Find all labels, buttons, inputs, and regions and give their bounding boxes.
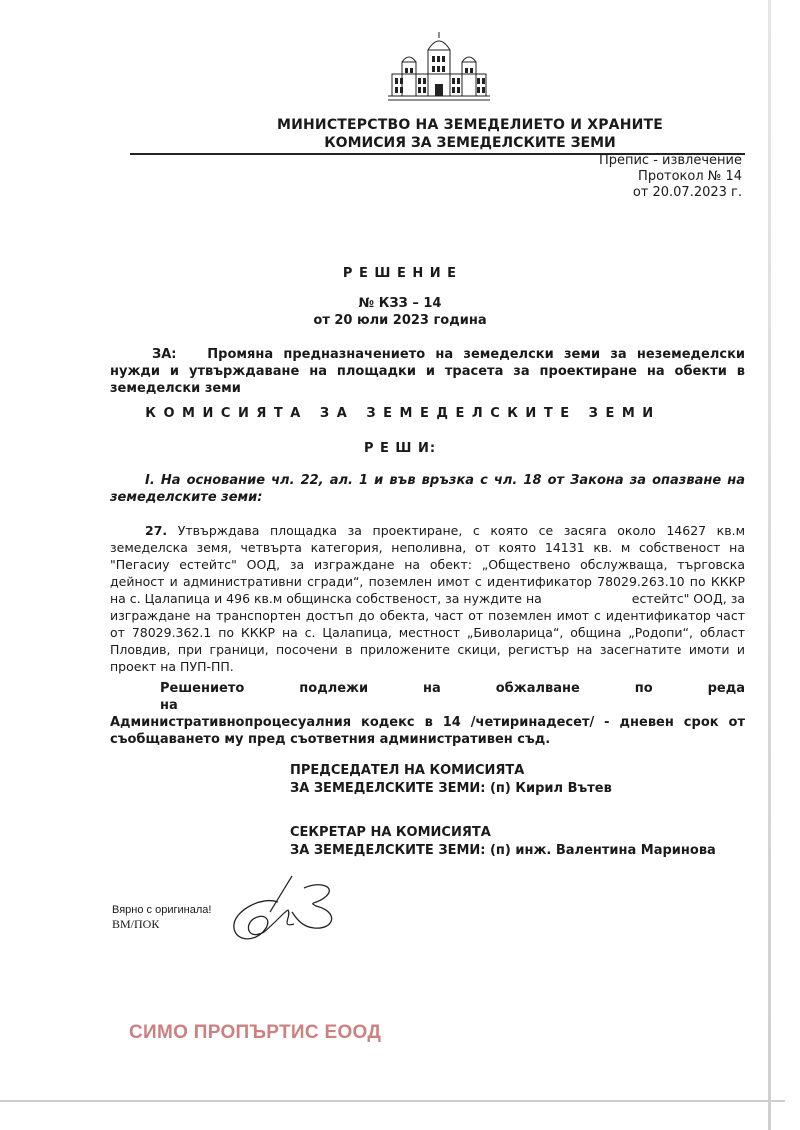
item-line-7: от 78029.362.1 по КККР на с. Цалапица, местност „Биволарица“, община „Родопи“, област [110, 625, 745, 640]
subject-block [110, 346, 745, 397]
handwritten-signature [200, 872, 350, 952]
resolves-heading: Р Е Ш И: [363, 441, 437, 456]
item-line-4: дейност и административни сгради“, поземлен имот с идентификатор 78029.263.10 по КККР [110, 574, 745, 589]
appeal-line-1 [110, 680, 745, 714]
scan-edge-right [768, 0, 771, 1130]
appeal-line-2: Административнопроцесуалния кодекс в 14 /четиринадесет/ - дневен срок от [110, 715, 745, 730]
reference-extract-label: Препис - извлечение [598, 153, 742, 168]
item-line-5 [110, 590, 745, 607]
reference-protocol-number: Протокол № 14 [638, 169, 742, 184]
appeal-line-3: съобщаването му пред съответния административен съд. [110, 732, 551, 747]
item-line-2: земеделска земя, четвърта категория, неполивна, от която 14131 кв. м собственост на [110, 540, 745, 555]
item-line-8: Пловдив, при граници, посочени в приложените скици, регистър на засегнатите имоти и [110, 642, 745, 657]
chair-title: ПРЕДСЕДАТЕЛ НА КОМИСИЯТА [290, 763, 525, 778]
decision-date: от 20 юли 2023 година [313, 313, 487, 328]
decision-number: № КЗЗ – 14 [358, 296, 442, 311]
reference-protocol-date: от 20.07.2023 г. [632, 185, 742, 200]
item-line-6: изграждане на транспортен достъп до обекта, част от поземлен имот с идентификатор част [110, 608, 745, 623]
item-text-1: Утвърждава площадка за проектиране, с която се засяга около 14627 кв.м [177, 523, 745, 538]
item-text-5b: естейтс" ООД, за [631, 591, 745, 606]
scan-edge-bottom [0, 1100, 785, 1102]
ministry-building-emblem-icon [388, 30, 490, 104]
subject-line-1 [110, 346, 745, 363]
legal-basis [110, 472, 745, 506]
secretary-title: СЕКРЕТАР НА КОМИСИЯТА [290, 825, 491, 840]
legal-basis-line-2: земеделските земи: [110, 490, 263, 505]
legal-basis-line-1: I. На основание чл. 22, ал. 1 и във връзка с чл. 18 от Закона за опазване на [145, 473, 745, 488]
decision-title: Р Е Ш Е Н И Е [342, 266, 458, 281]
appeal-text-1: Решението подлежи на обжалване по реда на [160, 681, 745, 713]
item-text-5a: на с. Цалапица и 496 кв.м общинска собственост, за нуждите на [110, 591, 542, 606]
chair-name: ЗА ЗЕМЕДЕЛСКИТЕ ЗЕМИ: (п) Кирил Вътев [290, 781, 612, 796]
subject-text-1: Промяна предназначението на земеделски земи за неземеделски [207, 347, 746, 362]
subject-line-3: земеделски земи [110, 381, 241, 396]
copy-initials: ВМ/ПОК [112, 917, 160, 931]
item-number: 27. [145, 523, 168, 538]
commission-heading: К О М И С И Я Т А З А З Е М Е Д Е Л С К И Т Е З Е М И [145, 406, 655, 421]
true-copy-note: Вярно с оригинала! [112, 904, 212, 916]
secretary-name: ЗА ЗЕМЕДЕЛСКИТЕ ЗЕМИ: (п) инж. Валентина Маринова [290, 843, 716, 858]
appeal-notice [110, 680, 745, 748]
subject-line-2: нужди и утвърждаване на площадки и трасета за проектиране на обекти в [110, 364, 745, 379]
subject-label: ЗА: [152, 347, 177, 362]
item-27 [110, 522, 745, 675]
item-line-9: проект на ПУП-ПП. [110, 659, 234, 674]
item-line-3: "Пегасиу естейтс" ООД, за изграждане на обект: „Обществено обслужваща, търговска [110, 557, 745, 572]
ministry-name: МИНИСТЕРСТВО НА ЗЕМЕДЕЛИЕТО И ХРАНИТЕ [276, 117, 664, 133]
secretary-signature-block [290, 824, 716, 860]
item-line-1 [110, 522, 745, 539]
commission-name: КОМИСИЯ ЗА ЗЕМЕДЕЛСКИТЕ ЗЕМИ [324, 135, 616, 151]
chair-signature-block [290, 762, 612, 798]
watermark-text: СИМО ПРОПЪРТИС ЕООД [129, 1022, 382, 1043]
